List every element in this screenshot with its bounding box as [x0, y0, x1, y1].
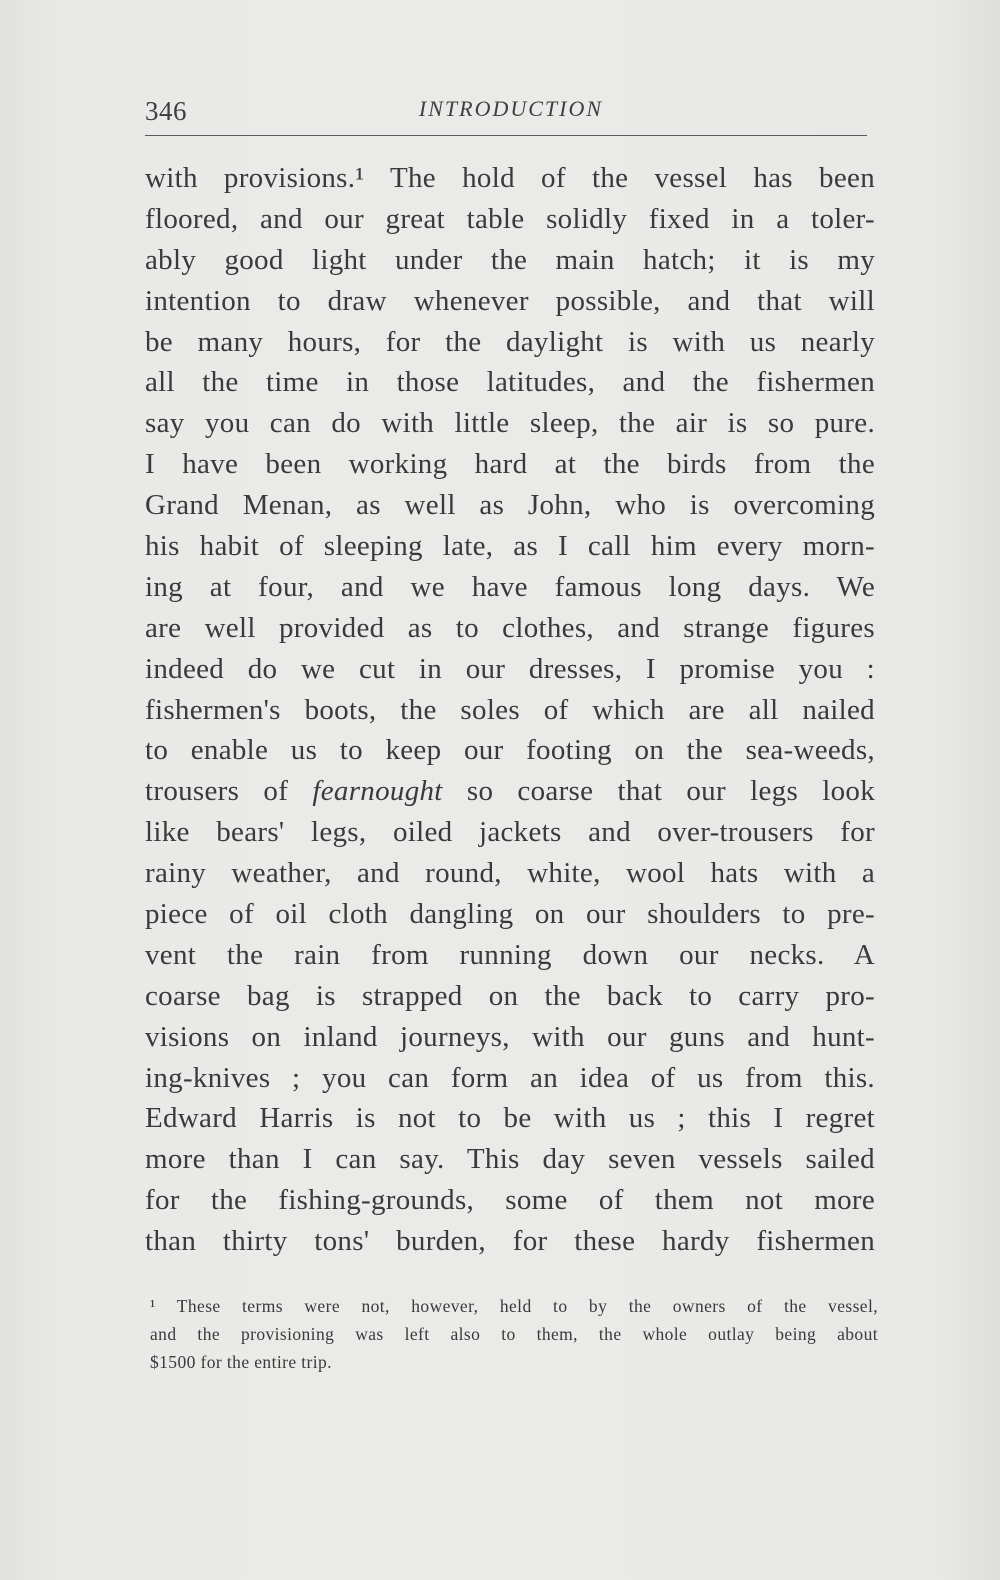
body-line: to enable us to keep our footing on the sea-weeds, [145, 734, 875, 767]
body-line: visions on inland journeys, with our guns and hunt- [145, 1020, 875, 1053]
italic-line-after: so coarse that our legs look [442, 775, 875, 808]
body-line: I have been working hard at the birds from the [145, 448, 875, 481]
body-line: floored, and our great table solidly fixed in a toler- [145, 202, 875, 235]
italic-word: fearnought [312, 775, 443, 808]
body-text [145, 158, 875, 1262]
body-line: are well provided as to clothes, and strange figures [145, 611, 875, 644]
body-line: ing at four, and we have famous long days. We [145, 570, 875, 603]
body-line: with provisions.¹ The hold of the vessel has been [145, 162, 875, 194]
body-line: vent the rain from running down our necks. A [145, 938, 875, 971]
footnote [150, 1292, 878, 1376]
body-line: his habit of sleeping late, as I call him every morn- [145, 530, 875, 563]
footnote-line: $1500 for the entire trip. [150, 1352, 332, 1372]
body-line-italic [145, 771, 875, 812]
body-line: than thirty tons' burden, for these hardy fishermen [145, 1225, 875, 1258]
header-rule [145, 135, 867, 136]
body-line: rainy weather, and round, white, wool hats with a [145, 857, 875, 890]
body-line: all the time in those latitudes, and the fishermen [145, 366, 875, 399]
body-line: more than I can say. This day seven vessels sailed [145, 1143, 875, 1176]
body-line: Edward Harris is not to be with us ; this I regret [145, 1102, 875, 1135]
body-line: fishermen's boots, the soles of which are all nailed [145, 693, 875, 726]
body-line: intention to draw whenever possible, and that will [145, 284, 875, 317]
running-head: INTRODUCTION [418, 96, 604, 121]
body-line: indeed do we cut in our dresses, I promise you : [145, 652, 875, 685]
body-line: ing-knives ; you can form an idea of us from this. [145, 1061, 875, 1094]
footnote-line: ¹ These terms were not, however, held to by the owners of the vessel, [150, 1296, 878, 1316]
page-header [145, 92, 867, 132]
body-line: coarse bag is strapped on the back to carry pro- [145, 979, 875, 1012]
body-line: Grand Menan, as well as John, who is overcoming [145, 489, 875, 522]
italic-line-before: trousers of [145, 775, 313, 808]
footnote-line: and the provisioning was left also to them, the whole outlay being about [150, 1324, 878, 1344]
body-line: piece of oil cloth dangling on our shoulders to pre- [145, 898, 875, 931]
body-line: like bears' legs, oiled jackets and over-trousers for [145, 816, 875, 849]
body-line: be many hours, for the daylight is with us nearly [145, 325, 875, 358]
page-number: 346 [145, 96, 187, 126]
body-line: ably good light under the main hatch; it is my [145, 243, 875, 276]
body-line: for the fishing-grounds, some of them not more [145, 1184, 875, 1217]
body-line: say you can do with little sleep, the air is so pure. [145, 407, 875, 440]
